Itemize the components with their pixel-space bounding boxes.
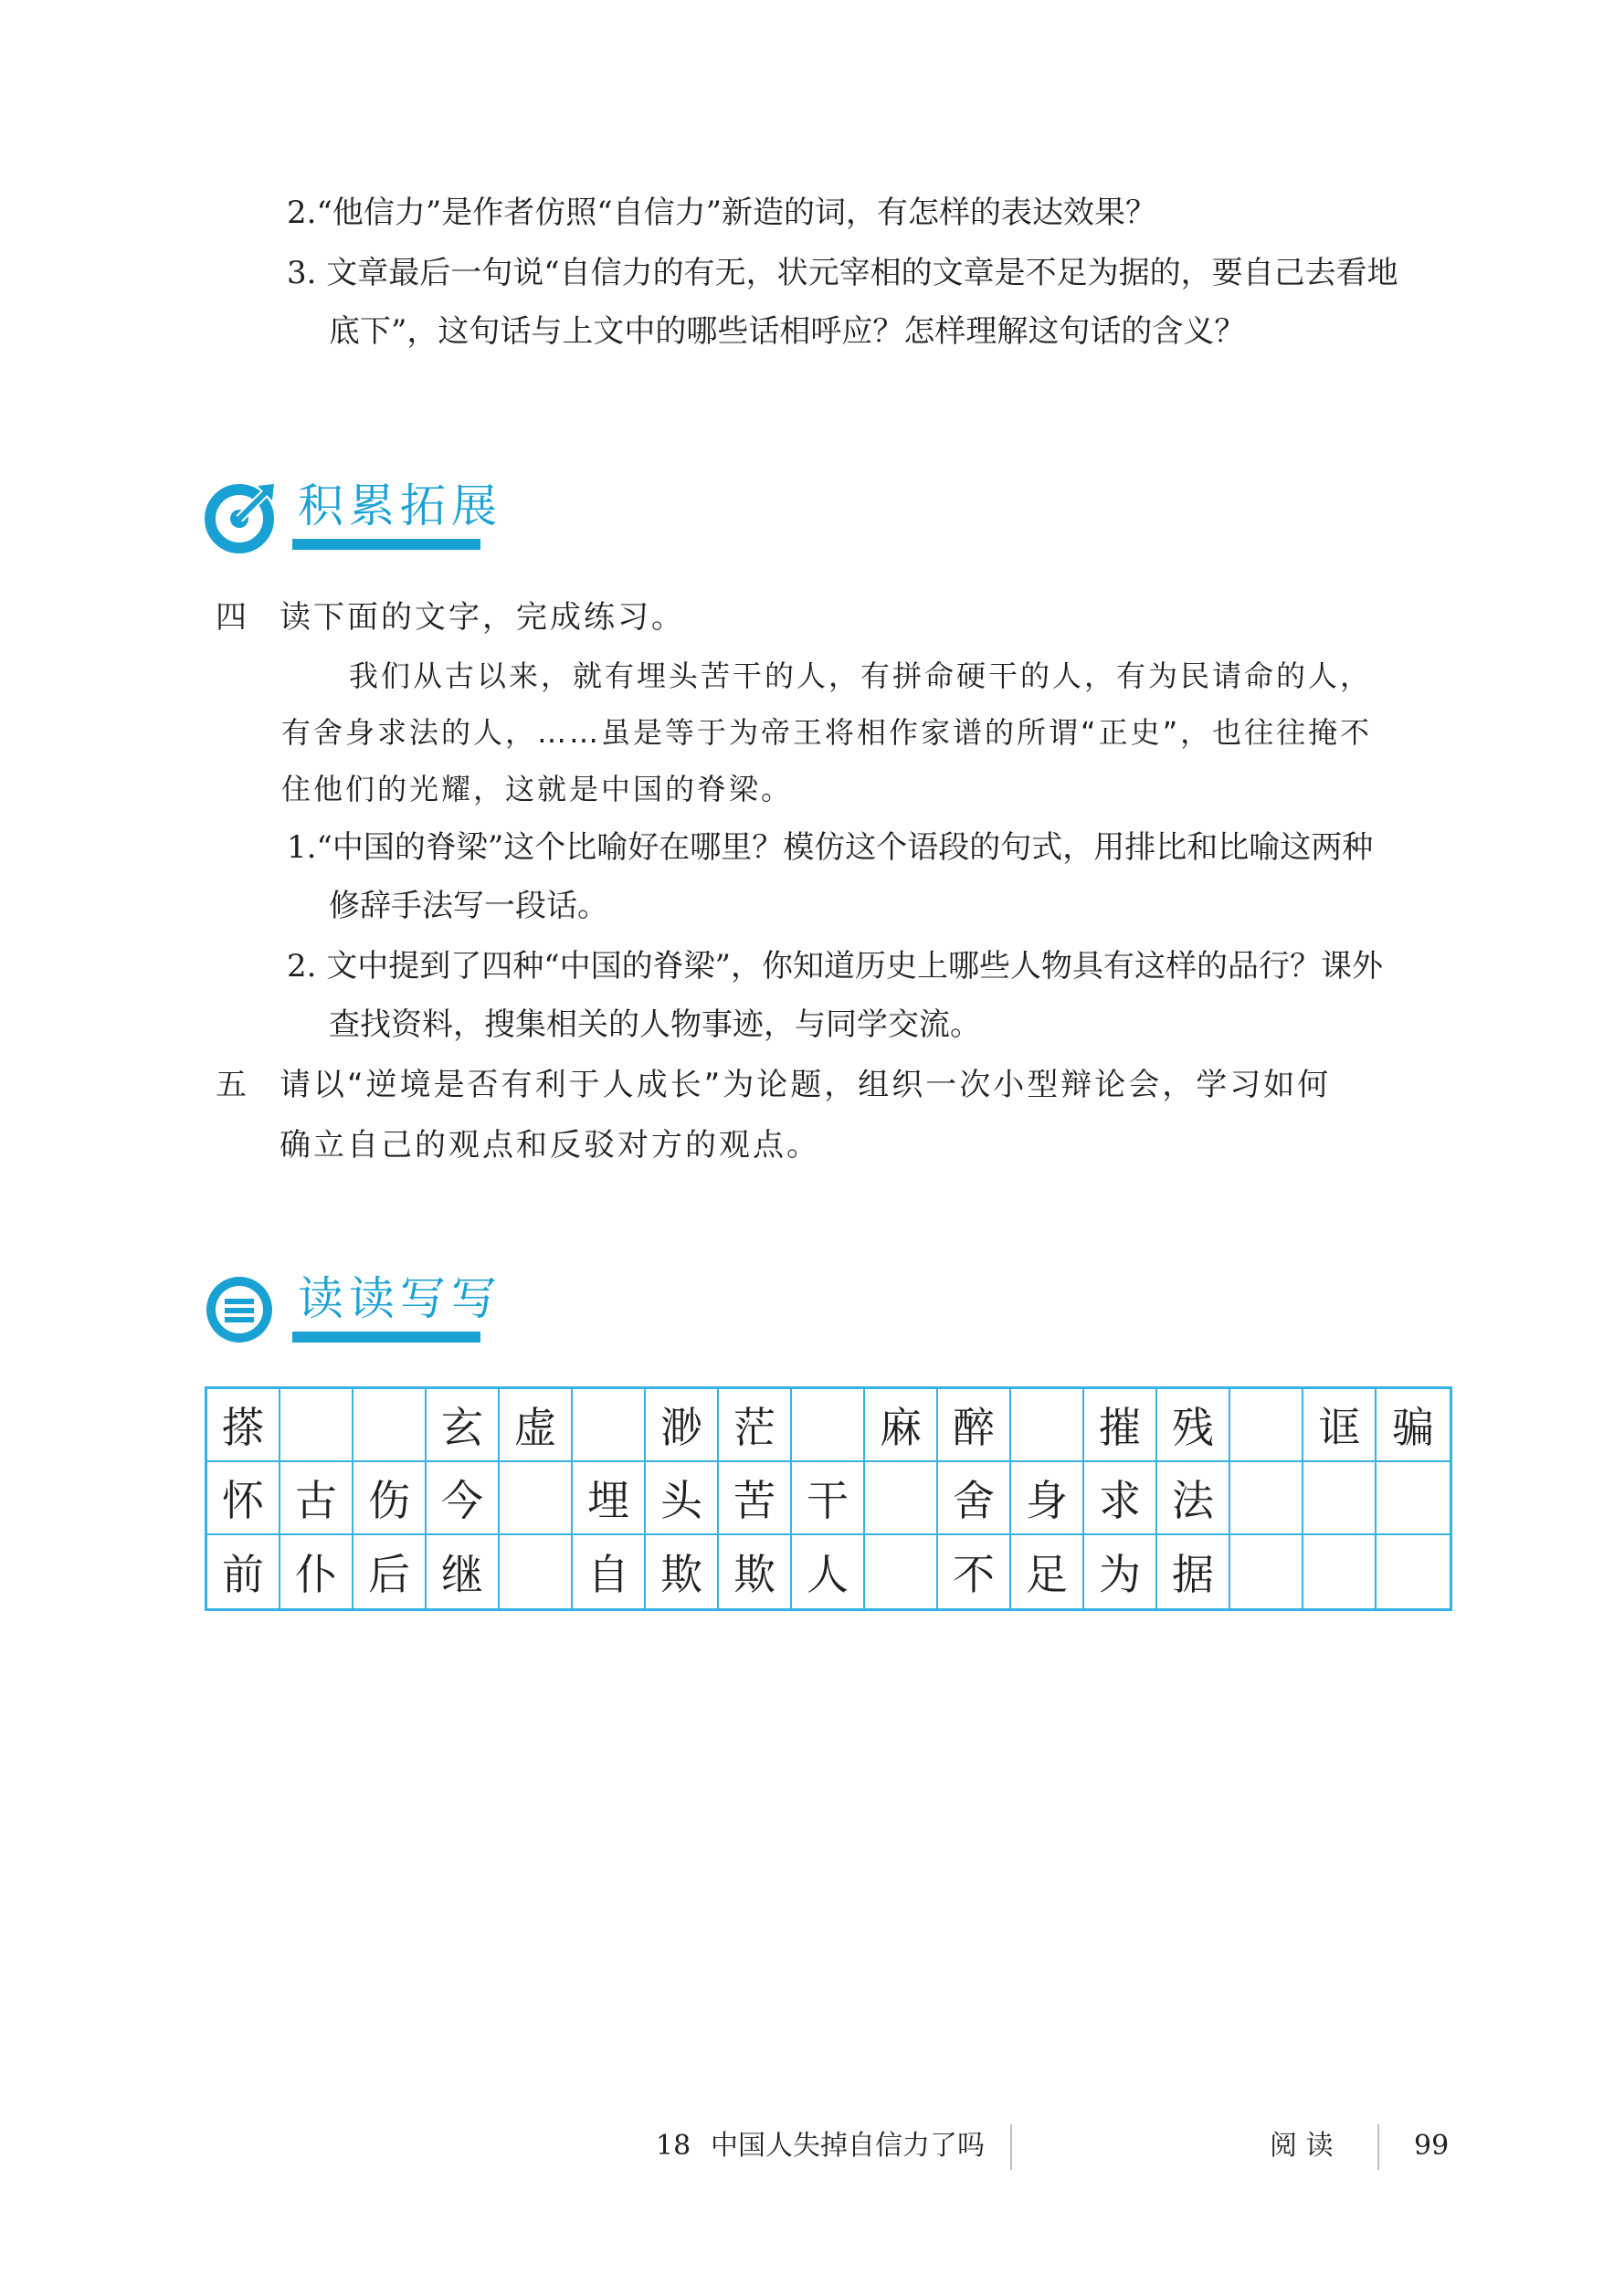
grid-cell	[280, 1389, 353, 1462]
exercise-4-question-1-line-1: 1.“中国的脊梁”这个比喻好在哪里？模仿这个语段的句式，用排比和比喻这两种	[287, 829, 1374, 866]
grid-cell	[792, 1389, 865, 1462]
grid-cell: 为	[1084, 1535, 1157, 1608]
grid-cell: 骗	[1377, 1389, 1450, 1462]
grid-cell	[1230, 1389, 1303, 1462]
grid-cell	[1011, 1389, 1084, 1462]
grid-cell: 身	[1011, 1462, 1084, 1535]
exercise-5-number: 五	[216, 1067, 249, 1103]
grid-cell	[573, 1389, 646, 1462]
grid-cell: 醉	[938, 1389, 1011, 1462]
grid-cell: 自	[573, 1535, 646, 1608]
question-3-line-1: 3. 文章最后一句说“自信力的有无，状元宰相的文章是不足为据的，要自己去看地	[287, 255, 1398, 291]
page-number: 99	[1414, 2130, 1450, 2162]
footer-lesson-number: 18	[656, 2130, 691, 2162]
grid-cell: 苦	[719, 1462, 792, 1535]
grid-cell: 虚	[500, 1389, 573, 1462]
grid-cell: 玄	[427, 1389, 500, 1462]
grid-cell: 足	[1011, 1535, 1084, 1608]
grid-cell: 摧	[1084, 1389, 1157, 1462]
grid-cell	[353, 1389, 427, 1462]
grid-cell	[1303, 1535, 1377, 1608]
grid-cell: 古	[280, 1462, 353, 1535]
grid-cell: 头	[646, 1462, 719, 1535]
grid-cell: 欺	[719, 1535, 792, 1608]
section-title-accumulate: 积累拓展	[298, 479, 502, 532]
exercise-5-line-1: 请以“逆境是否有利于人成长”为论题，组织一次小型辩论会，学习如何	[280, 1067, 1332, 1103]
exercise-4-question-1-line-2: 修辞手法写一段话。	[329, 888, 608, 924]
grid-cell: 伤	[353, 1462, 427, 1535]
question-2: 2.“他信力”是作者仿照“自信力”新造的词，有怎样的表达效果？	[287, 195, 1156, 231]
grid-cell: 残	[1157, 1389, 1230, 1462]
grid-cell: 埋	[573, 1462, 646, 1535]
grid-cell: 茫	[719, 1389, 792, 1462]
exercise-5-line-2: 确立自己的观点和反驳对方的观点。	[280, 1127, 820, 1164]
grid-cell	[1377, 1535, 1450, 1608]
grid-cell: 人	[792, 1535, 865, 1608]
grid-cell: 求	[1084, 1462, 1157, 1535]
grid-cell: 搽	[207, 1389, 280, 1462]
grid-cell	[1230, 1462, 1303, 1535]
section-title-underline	[292, 539, 480, 550]
list-lines-icon	[203, 1273, 278, 1348]
footer-unit-label: 阅 读	[1270, 2130, 1334, 2162]
section-title-read-write: 读读写写	[298, 1272, 502, 1325]
grid-cell	[865, 1462, 938, 1535]
grid-cell	[1230, 1535, 1303, 1608]
section-title-underline	[292, 1332, 480, 1343]
exercise-4-question-2-line-2: 查找资料，搜集相关的人物事迹，与同学交流。	[329, 1006, 981, 1043]
grid-cell	[865, 1535, 938, 1608]
grid-cell: 后	[353, 1535, 427, 1608]
grid-cell: 不	[938, 1535, 1011, 1608]
passage-line-3: 住他们的光耀，这就是中国的脊梁。	[281, 772, 794, 806]
passage-line-2: 有舍身求法的人，……虽是等于为帝王将相作家谱的所谓“正史”，也往往掩不	[281, 715, 1373, 750]
grid-cell	[1303, 1462, 1377, 1535]
exercise-4-prompt: 读下面的文字，完成练习。	[280, 599, 685, 636]
grid-cell: 干	[792, 1462, 865, 1535]
target-arrow-icon	[203, 480, 278, 555]
word-writing-grid	[205, 1386, 1452, 1611]
grid-cell: 法	[1157, 1462, 1230, 1535]
question-3-line-2: 底下”，这句话与上文中的哪些话相呼应？怎样理解这句话的含义？	[329, 313, 1246, 350]
grid-cell: 渺	[646, 1389, 719, 1462]
footer-lesson-title: 中国人失掉自信力了吗	[711, 2130, 985, 2162]
grid-cell	[500, 1462, 573, 1535]
footer-divider	[1010, 2124, 1012, 2170]
grid-cell: 诓	[1303, 1389, 1377, 1462]
grid-cell: 前	[207, 1535, 280, 1608]
grid-cell: 继	[427, 1535, 500, 1608]
exercise-4-number: 四	[216, 599, 249, 636]
grid-cell: 今	[427, 1462, 500, 1535]
grid-cell: 舍	[938, 1462, 1011, 1535]
passage-line-1: 我们从古以来，就有埋头苦干的人，有拼命硬干的人，有为民请命的人，	[349, 658, 1373, 693]
footer-divider	[1377, 2124, 1379, 2170]
grid-cell	[500, 1535, 573, 1608]
grid-cell: 据	[1157, 1535, 1230, 1608]
grid-cell: 仆	[280, 1535, 353, 1608]
grid-cell: 欺	[646, 1535, 719, 1608]
grid-cell: 怀	[207, 1462, 280, 1535]
grid-cell: 麻	[865, 1389, 938, 1462]
grid-cell	[1377, 1462, 1450, 1535]
exercise-4-question-2-line-1: 2. 文中提到了四种“中国的脊梁”，你知道历史上哪些人物具有这样的品行？课外	[287, 948, 1384, 985]
